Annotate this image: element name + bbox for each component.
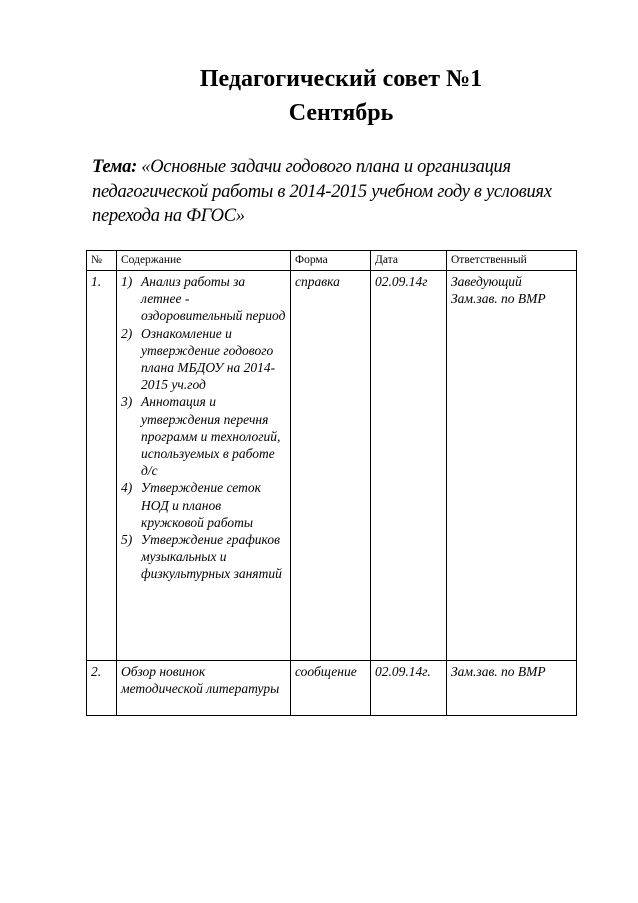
header-num: № xyxy=(87,251,117,271)
row-number: 2. xyxy=(87,661,117,716)
header-date: Дата xyxy=(371,251,447,271)
agenda-list xyxy=(121,273,287,583)
list-item-text: Ознакомление и утверждение годового плана МБДОУ на 2014-2015 уч.год xyxy=(141,325,276,393)
list-item-number: 5) xyxy=(121,532,133,548)
list-item-text: Анализ работы за летнее - оздоровительный период xyxy=(141,274,286,324)
row-number: 1. xyxy=(87,271,117,661)
row-responsible: Зам.зав. по ВМР xyxy=(447,661,577,716)
page-title: Педагогический совет №1 xyxy=(199,66,483,92)
row-form: справка xyxy=(291,271,371,661)
topic-paragraph xyxy=(92,155,562,229)
row-form: сообщение xyxy=(291,661,371,716)
list-item xyxy=(121,531,287,583)
header-responsible: Ответственный xyxy=(447,251,577,271)
list-item-number: 2) xyxy=(121,325,133,341)
table-row xyxy=(87,271,577,661)
list-item-number: 1) xyxy=(121,274,133,289)
page-subtitle-month: Сентябрь xyxy=(288,100,394,126)
row-content xyxy=(117,271,291,661)
council-plan-table xyxy=(86,250,577,716)
topic-text: «Основные задачи годового плана и организация педагогической работы в 2014-2015 учебном году в условиях перехода на ФГОС» xyxy=(92,157,552,226)
row-responsible xyxy=(447,271,577,661)
responsible-deputy: Зам.зав. по ВМР xyxy=(451,291,546,307)
list-item-text: Утверждение сеток НОД и планов кружковой работы xyxy=(141,480,261,530)
list-item xyxy=(121,393,287,479)
topic-label: Тема: xyxy=(92,157,137,177)
row-content: Обзор новинок методической литературы xyxy=(117,661,291,716)
list-item-text: Утверждение графиков музыкальных и физкультурных занятий xyxy=(141,532,282,582)
list-item xyxy=(121,479,287,531)
header-form: Форма xyxy=(291,251,371,271)
row-date: 02.09.14г. xyxy=(371,661,447,716)
list-item-text: Аннотация и утверждения перечня программ и технологий, используемых в работе д/с xyxy=(141,394,281,479)
list-item xyxy=(121,273,287,325)
row-date: 02.09.14г xyxy=(371,271,447,661)
list-item xyxy=(121,325,287,394)
list-item-number: 3) xyxy=(121,394,133,410)
header-content: Содержание xyxy=(117,251,291,271)
table-header-row xyxy=(87,251,577,271)
table-row xyxy=(87,661,577,716)
responsible-head: Заведующий xyxy=(451,274,522,289)
list-item-number: 4) xyxy=(121,480,133,496)
